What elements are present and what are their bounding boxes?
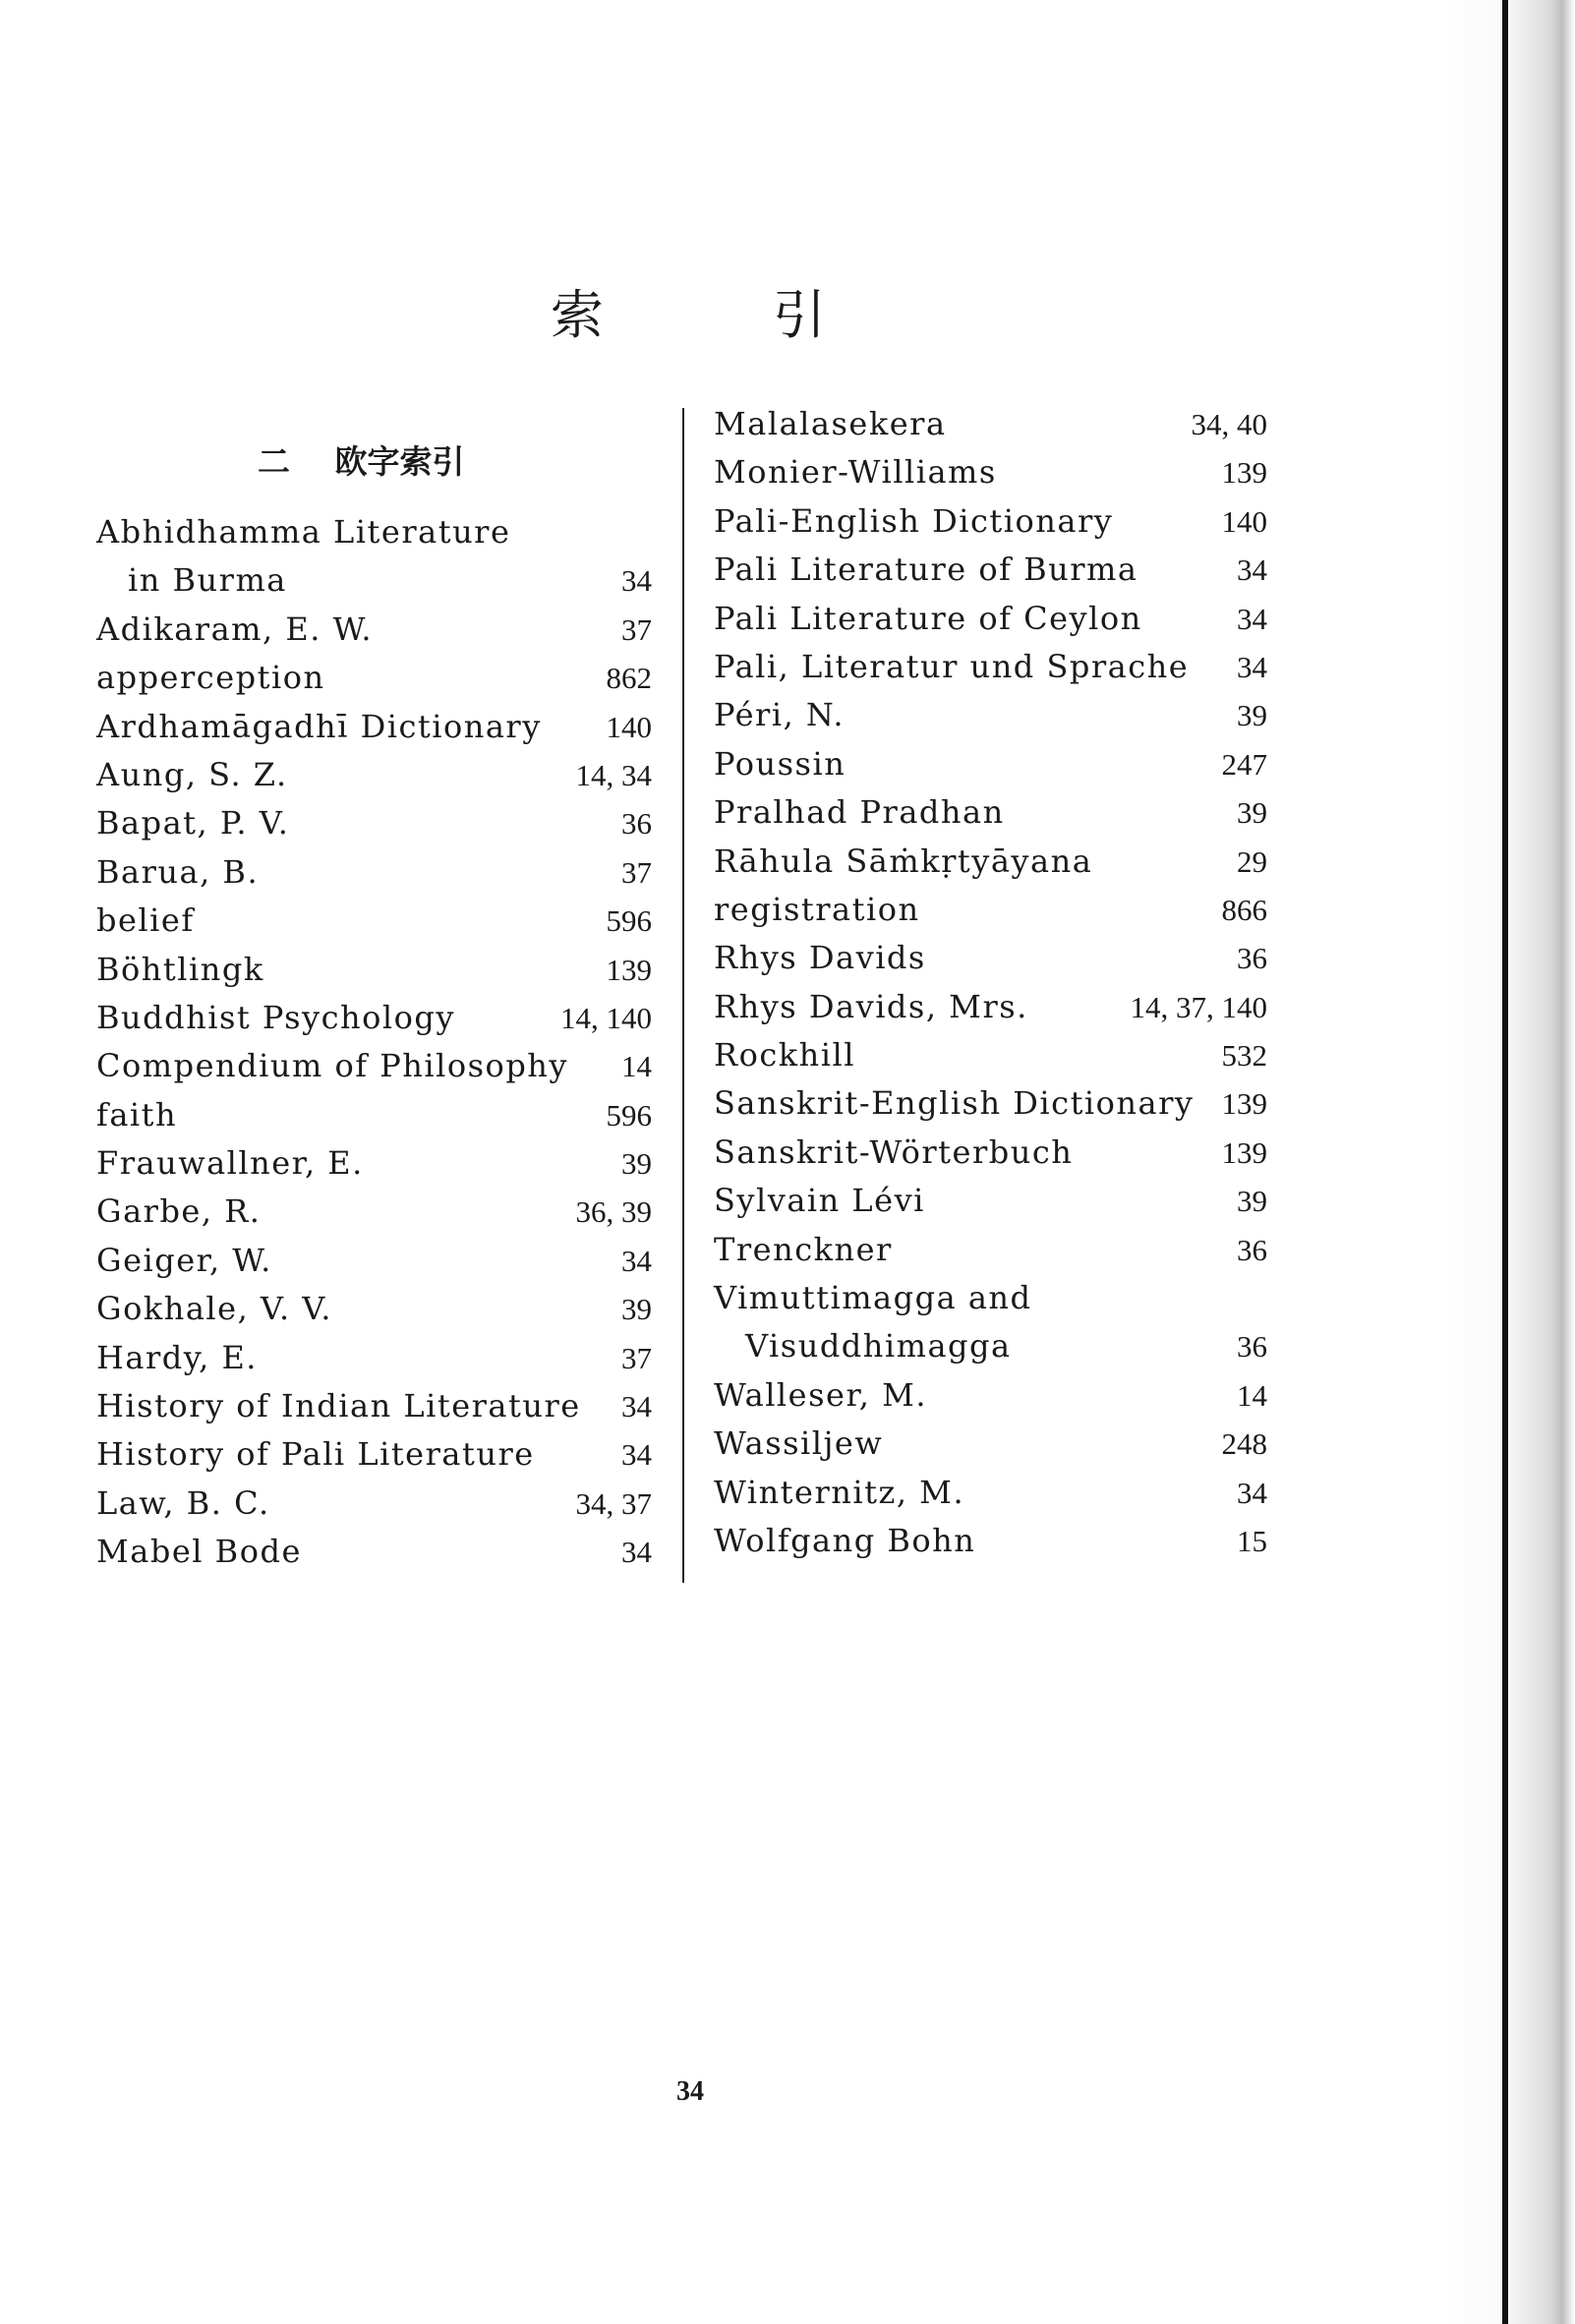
index-page-refs: 139 [1221,1134,1267,1170]
index-page-refs: 596 [606,1097,652,1133]
index-entry [714,1031,1267,1079]
index-entry [96,946,652,994]
index-page-refs: 248 [1221,1426,1267,1462]
page-number: 34 [676,2076,704,2107]
index-term: Garbe, R. [96,1192,262,1231]
index-term: Pali Literature of Ceylon [714,599,1142,637]
index-entry [96,1430,652,1479]
index-page-refs: 34, 40 [1191,407,1267,441]
index-page-refs: 139 [606,952,652,987]
index-entry [714,983,1267,1031]
index-entry [714,886,1267,934]
section-heading [258,436,465,483]
index-term: Rāhula Sāṁkṛtyāyana [714,842,1093,880]
index-entry [714,1079,1267,1128]
index-entry [714,546,1267,594]
index-entry [96,654,652,702]
index-term: Pali Literature of Burma [714,551,1138,589]
index-term: Pali-English Dictionary [714,501,1114,540]
index-entry [714,1469,1267,1517]
index-term: Wolfgang Bohn [714,1521,976,1559]
index-entry [96,556,652,605]
index-entry [96,751,652,799]
index-entry [714,934,1267,982]
index-term: Pali, Literatur und Sprache [714,647,1190,685]
index-page-refs: 39 [1237,698,1267,733]
index-entry [714,1420,1267,1468]
index-page-refs: 34 [621,1535,652,1570]
index-entry [96,848,652,897]
index-page-refs: 247 [1221,746,1267,782]
index-term: Monier-Williams [714,453,997,492]
index-entry [714,740,1267,788]
index-entry [96,1188,652,1236]
index-page-refs: 39 [1237,1184,1267,1219]
index-entry [714,1322,1267,1370]
index-entry [714,595,1267,643]
index-entry [714,1226,1267,1274]
index-page-refs: 34 [621,563,652,599]
index-entry [96,606,652,654]
index-term: Abhidhamma Literature [96,513,511,551]
index-entry [714,643,1267,691]
index-page-refs: 37 [621,854,652,890]
index-page-refs: 36 [1237,1232,1267,1267]
index-term: Rhys Davids, Mrs. [714,987,1028,1025]
index-entry [714,400,1267,448]
index-entry [714,1371,1267,1420]
index-page-refs: 862 [606,661,652,696]
index-page-refs: 14 [621,1049,652,1084]
index-page-refs: 34, 37 [575,1485,652,1521]
index-term: Sylvain Lévi [714,1182,925,1220]
index-page-refs: 139 [1221,455,1267,491]
index-term: Mabel Bode [96,1533,302,1571]
index-page-refs: 36, 39 [575,1194,652,1230]
index-page-refs: 36 [621,806,652,842]
index-term: History of Indian Literature [96,1387,581,1425]
index-term: Vimuttimagga and [714,1279,1032,1317]
index-entry [96,897,652,945]
index-term: Rockhill [714,1036,855,1075]
index-term: Ardhamāgadhī Dictionary [96,707,542,745]
index-term: Malalasekera [714,405,947,442]
index-column-right [714,400,1267,1565]
index-page-refs: 34 [1237,1475,1267,1510]
index-entry [96,508,652,556]
index-term: Rhys Davids [714,939,926,977]
index-term: registration [714,890,920,928]
index-page-refs: 39 [1237,795,1267,831]
index-term: Hardy, E. [96,1338,258,1376]
index-entry [96,1334,652,1382]
section-number: 二 [258,442,290,481]
page-title-char-1: 索 [551,284,604,346]
index-entry [96,1237,652,1285]
index-page-refs: 14, 140 [560,1000,652,1035]
index-term: Buddhist Psychology [96,998,455,1036]
index-page-refs: 34 [621,1437,652,1473]
index-page-refs: 14, 34 [575,757,652,792]
index-page-refs: 34 [621,1389,652,1424]
index-entry [714,691,1267,739]
index-entry [714,1517,1267,1565]
index-term: Wassiljew [714,1424,884,1463]
index-entry [96,1042,652,1090]
index-entry [714,788,1267,837]
index-page-refs: 14 [1237,1377,1267,1413]
index-page-refs: 34 [1237,601,1267,636]
index-page-refs: 596 [606,903,652,939]
index-term: Aung, S. Z. [96,755,288,793]
index-term: Péri, N. [714,696,846,734]
index-entry [96,1382,652,1430]
index-entry [96,1139,652,1188]
index-page-refs: 37 [621,1340,652,1375]
column-divider [682,408,684,1583]
index-term: Gokhale, V. V. [96,1290,332,1328]
index-term: Winternitz, M. [714,1473,965,1511]
index-term: Walleser, M. [714,1375,928,1414]
index-term: Böhtlingk [96,950,264,988]
index-term: Sanskrit-Wörterbuch [714,1133,1074,1171]
index-entry [714,838,1267,886]
page-title-char-2: 引 [773,284,826,346]
page-title [551,273,826,349]
index-page-refs: 36 [1237,941,1267,976]
index-term: Law, B. C. [96,1483,270,1522]
index-term: Visuddhimagga [745,1327,1012,1365]
index-term: Barua, B. [96,852,260,891]
index-entry [96,1528,652,1576]
index-page-refs: 34 [1237,649,1267,684]
index-term: Frauwallner, E. [96,1144,364,1183]
index-term: belief [96,901,195,940]
index-entry [714,1177,1267,1225]
index-term: Poussin [714,744,846,783]
scan-edge-line [1502,0,1508,2324]
index-entry [96,994,652,1042]
index-term: Sanskrit-English Dictionary [714,1084,1195,1123]
index-page-refs: 866 [1221,892,1267,927]
index-page-refs: 140 [606,709,652,744]
index-term: Bapat, P. V. [96,804,290,842]
index-page-refs: 14, 37, 140 [1130,989,1267,1024]
index-entry [96,703,652,751]
index-term: Pralhad Pradhan [714,793,1005,832]
index-entry [714,497,1267,546]
index-entry [96,799,652,847]
index-page-refs: 34 [621,1243,652,1278]
index-term: in Burma [128,561,287,600]
index-term: Compendium of Philosophy [96,1047,568,1085]
index-term: Adikaram, E. W. [96,610,374,648]
scan-edge-shadow [1447,0,1575,2324]
index-page-refs: 39 [621,1146,652,1182]
index-page-refs: 140 [1221,503,1267,539]
index-entry [714,1129,1267,1177]
index-term: apperception [96,659,325,697]
index-page-refs: 39 [621,1292,652,1327]
index-entry [96,1091,652,1139]
index-page-refs: 532 [1221,1038,1267,1074]
index-entry [714,448,1267,496]
index-term: Trenckner [714,1230,893,1268]
index-entry [96,1285,652,1333]
index-page-refs: 34 [1237,552,1267,588]
index-entry [96,1480,652,1528]
index-column-left [96,508,652,1577]
index-page-refs: 15 [1237,1523,1267,1558]
index-page-refs: 37 [621,611,652,647]
section-title: 欧字索引 [334,442,465,481]
index-entry [714,1274,1267,1322]
index-term: Geiger, W. [96,1241,272,1279]
index-page-refs: 36 [1237,1329,1267,1365]
index-term: History of Pali Literature [96,1435,535,1474]
index-page-refs: 29 [1237,843,1267,879]
index-term: faith [96,1095,178,1133]
index-page-refs: 139 [1221,1086,1267,1122]
